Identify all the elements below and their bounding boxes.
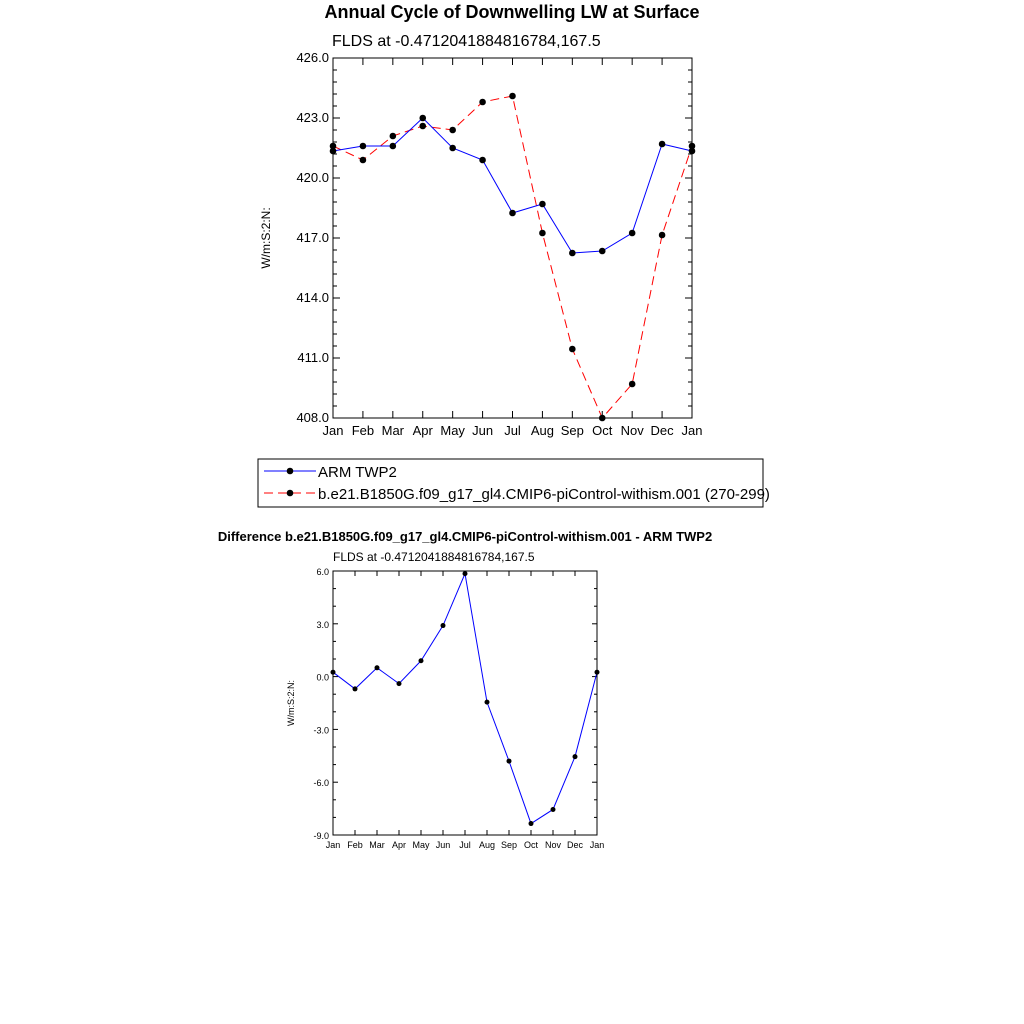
legend-marker-model xyxy=(287,490,294,497)
series-marker-1 xyxy=(539,230,546,237)
difference-y-tick-label: 3.0 xyxy=(316,619,329,630)
series-marker-0 xyxy=(360,143,367,150)
difference-x-tick-label: Jan xyxy=(589,840,605,850)
difference-series-marker-0 xyxy=(463,571,468,576)
difference-series-marker-0 xyxy=(507,759,512,764)
legend-label-model: b.e21.B1850G.f09_g17_gl4.CMIP6-piControl-withism.001 (270-299) xyxy=(318,486,770,503)
y-tick-label: 426.0 xyxy=(296,50,329,65)
x-tick-label: Apr xyxy=(412,423,433,438)
difference-plot-frame xyxy=(333,571,597,835)
difference-x-tick-label: Mar xyxy=(369,840,385,850)
difference-series-marker-0 xyxy=(419,658,424,663)
difference-series-marker-0 xyxy=(353,686,358,691)
difference-x-tick-label: Jan xyxy=(325,840,341,850)
x-tick-label: Jan xyxy=(681,423,703,438)
chart-title: Annual Cycle of Downwelling LW at Surface xyxy=(324,2,700,22)
difference-x-tick-label: Nov xyxy=(544,840,562,850)
annual-cycle-chart xyxy=(259,2,702,438)
x-tick-label: May xyxy=(440,423,465,438)
difference-series-marker-0 xyxy=(397,681,402,686)
difference-y-tick-label: 6.0 xyxy=(316,567,329,577)
x-tick-label: Jan xyxy=(322,423,344,438)
series-marker-1 xyxy=(629,381,636,388)
series-marker-1 xyxy=(479,99,486,106)
difference-chart-subtitle: FLDS at -0.4712041884816784,167.5 xyxy=(333,550,535,564)
x-tick-label: Feb xyxy=(351,423,375,438)
difference-x-tick-label: Apr xyxy=(391,840,407,850)
difference-x-tick-label: Feb xyxy=(347,840,363,850)
difference-chart xyxy=(218,529,712,850)
difference-x-tick-label: Aug xyxy=(478,840,496,850)
plot-frame xyxy=(333,58,692,418)
difference-x-tick-label: Jun xyxy=(435,840,451,850)
series-marker-0 xyxy=(659,141,666,148)
series-marker-1 xyxy=(509,93,516,100)
y-tick-label: 411.0 xyxy=(297,350,329,365)
series-marker-0 xyxy=(629,230,636,237)
series-marker-0 xyxy=(449,145,456,152)
difference-chart-title: Difference b.e21.B1850G.f09_g17_gl4.CMIP6-piControl-withism.001 - ARM TWP2 xyxy=(217,529,713,544)
legend-label-arm: ARM TWP2 xyxy=(318,464,397,481)
series-marker-1 xyxy=(360,157,367,164)
series-marker-1 xyxy=(569,346,576,353)
difference-y-tick-label: -9.0 xyxy=(313,831,329,841)
difference-x-tick-label: Jul xyxy=(459,840,471,850)
series-marker-1 xyxy=(659,232,666,239)
x-tick-label: Nov xyxy=(620,423,644,438)
y-tick-label: 408.0 xyxy=(296,410,329,425)
difference-x-tick-label: Sep xyxy=(500,840,518,850)
x-tick-label: Jun xyxy=(472,423,494,438)
difference-x-tick-label: Dec xyxy=(566,840,584,850)
legend xyxy=(258,459,770,507)
difference-series-marker-0 xyxy=(441,623,446,628)
x-tick-label: Jul xyxy=(504,423,521,438)
difference-series-marker-0 xyxy=(485,700,490,705)
difference-x-tick-label: Oct xyxy=(523,840,539,850)
series-line-1 xyxy=(333,96,692,418)
difference-series-line-0 xyxy=(333,574,597,824)
x-tick-label: Dec xyxy=(650,423,674,438)
series-marker-1 xyxy=(449,127,456,134)
difference-series-marker-0 xyxy=(375,665,380,670)
x-tick-label: Sep xyxy=(560,423,584,438)
chart-subtitle: FLDS at -0.4712041884816784,167.5 xyxy=(332,33,601,50)
difference-y-tick-label: -3.0 xyxy=(313,725,329,736)
x-tick-label: Aug xyxy=(530,423,554,438)
series-marker-0 xyxy=(569,250,576,257)
y-tick-label: 420.0 xyxy=(296,170,329,185)
y-tick-label: 423.0 xyxy=(296,110,329,125)
x-tick-label: Mar xyxy=(381,423,405,438)
series-marker-1 xyxy=(419,123,426,130)
series-marker-0 xyxy=(419,115,426,122)
y-tick-label: 414.0 xyxy=(296,290,329,305)
y-tick-label: 417.0 xyxy=(296,230,329,245)
difference-y-tick-label: -6.0 xyxy=(313,778,329,789)
difference-x-tick-label: May xyxy=(412,840,430,850)
y-axis-label: W/m:S:2:N: xyxy=(259,207,273,269)
legend-marker-arm xyxy=(287,468,294,475)
series-marker-0 xyxy=(479,157,486,164)
x-tick-label: Oct xyxy=(592,423,613,438)
series-marker-0 xyxy=(509,210,516,217)
difference-y-tick-label: 0.0 xyxy=(316,672,329,683)
series-marker-0 xyxy=(539,201,546,208)
difference-series-marker-0 xyxy=(573,754,578,759)
series-marker-0 xyxy=(390,143,397,150)
series-line-0 xyxy=(333,118,692,253)
difference-series-marker-0 xyxy=(529,821,534,826)
series-marker-0 xyxy=(599,248,606,255)
difference-y-axis-label: W/m:S:2:N: xyxy=(286,679,296,727)
difference-series-marker-0 xyxy=(551,807,556,812)
series-marker-1 xyxy=(390,133,397,140)
